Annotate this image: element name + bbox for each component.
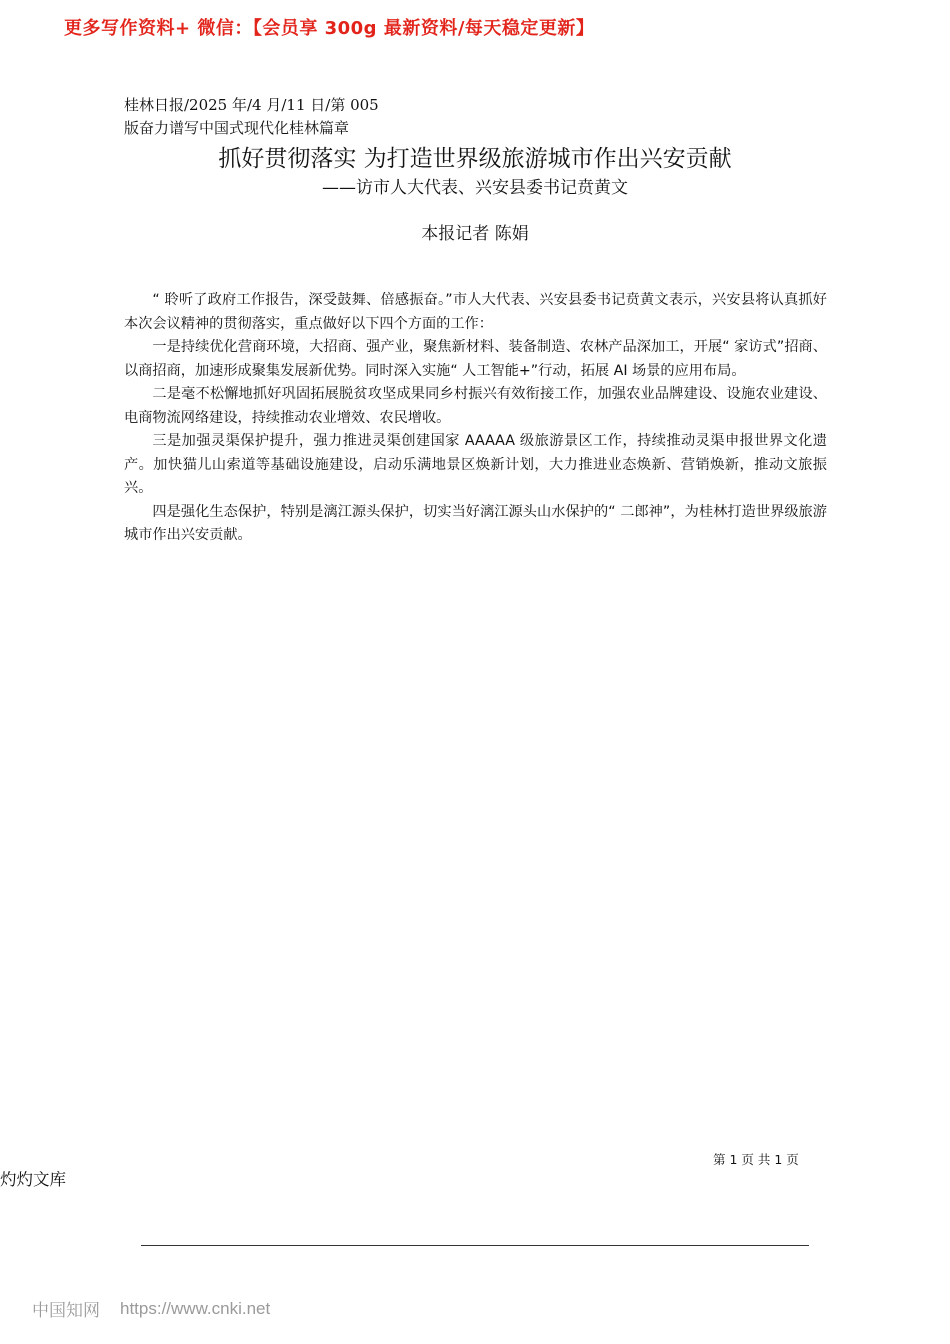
reporter-byline: 本报记者 陈娟 — [421, 224, 529, 244]
library-label: 灼灼文库 — [0, 1170, 66, 1189]
promo-banner: 更多写作资料+ 微信：【会员享 300g 最新资料/每天稳定更新】 — [64, 18, 595, 39]
body-paragraph: 二是毫不松懈地抓好巩固拓展脱贫攻坚成果同乡村振兴有效衔接工作，加强农业品牌建设、设施农业建设、电商物流网络建设，持续推动农业增效、农民增收。 — [124, 386, 827, 426]
body-paragraph: 四是强化生态保护，特别是漓江源头保护，切实当好漓江源头山水保护的“ 二郎神”，为桂林打造世界级旅游城市作出兴安贡献。 — [124, 503, 827, 543]
article-subtitle: ——访市人大代表、兴安县委书记贲黄文 — [322, 178, 628, 198]
column-title-line: 版奋力谱写中国式现代化桂林篇章 — [124, 119, 350, 137]
page-indicator: 第 1 页 共 1 页 — [713, 1152, 799, 1167]
cnki-site-url[interactable]: https://www.cnki.net — [120, 1298, 271, 1318]
article-body — [124, 289, 827, 548]
body-paragraph: 三是加强灵渠保护提升，强力推进灵渠创建国家 AAAAA 级旅游景区工作，持续推动灵渠申报世界文化遗产。加快猫儿山索道等基础设施建设，启动乐满地景区焕新计划，大力推进业态焕新、营销焕新，推动文旅振兴。 — [124, 433, 827, 496]
body-paragraph: 一是持续优化营商环境，大招商、强产业，聚焦新材料、装备制造、农林产品深加工，开展“ 家访式”招商、以商招商，加速形成聚集发展新优势。同时深入实施“ 人工智能+”行动，拓展 AI 场景的应用布局。 — [124, 339, 827, 379]
body-paragraph: “ 聆听了政府工作报告，深受鼓舞、倍感振奋。”市人大代表、兴安县委书记贲黄文表示，兴安县将认真抓好本次会议精神的贯彻落实，重点做好以下四个方面的工作： — [124, 292, 827, 332]
article-title: 抓好贯彻落实 为打造世界级旅游城市作出兴安贡献 — [218, 146, 732, 172]
cnki-brand-name: 中国知网 — [32, 1301, 100, 1321]
footer-brand — [32, 1296, 270, 1321]
footer-divider — [141, 1245, 809, 1246]
publication-date-line: 桂林日报/2025 年/4 月/11 日/第 005 — [124, 96, 379, 114]
